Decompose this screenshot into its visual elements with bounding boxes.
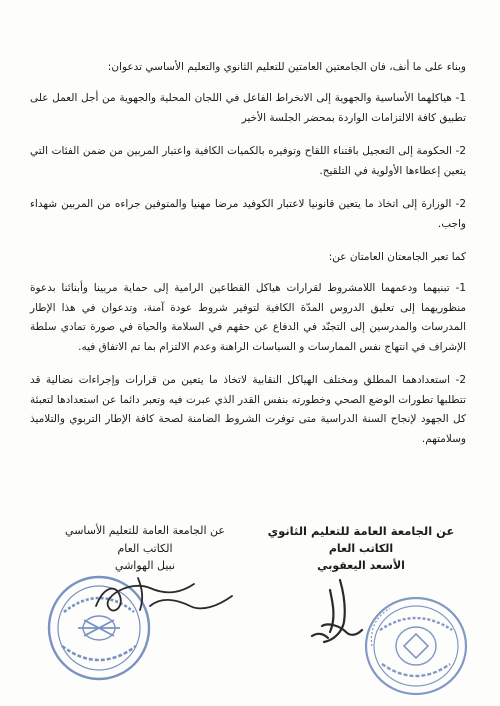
demand-item-3 bbox=[30, 195, 466, 234]
signatory-organization: عن الجامعة العامة للتعليم الثانوي bbox=[267, 524, 455, 538]
secondary-stamp-icon bbox=[360, 592, 472, 700]
signatory-organization: عن الجامعة العامة للتعليم الأساسي bbox=[65, 524, 225, 537]
signatory-secondary bbox=[246, 522, 476, 574]
signatory-name: الأسعد اليعقوبي bbox=[317, 559, 405, 572]
expression-number: 1- bbox=[455, 282, 466, 294]
demand-item-2 bbox=[30, 142, 466, 181]
signatory-role: الكاتب العام bbox=[328, 542, 394, 555]
expressions-list bbox=[30, 279, 466, 449]
expression-number: 2- bbox=[455, 374, 466, 386]
expression-item-1 bbox=[30, 279, 466, 357]
expression-text: تبنيهما ودعمهما اللامشروط لقرارات هياكل القطاعين الرامية إلى حماية مربينا وأبنائنا بدعوة منظوريهما إلى تعليق الدروس المدّة الكافية لتوفير شروط عودة آمنة، وتدعوان في هذا الإطار المدرسات والمدرسين إلى التجنّد في الدفاع عن حقهم في السلامة والحياة في صورة تمادي سلطة الإشراف في انتهاج نفس الممارسات و السياسات الراهنة وعدم الالتزام بما تم الاتفاق فيه. bbox=[30, 282, 466, 353]
demand-number: 2- bbox=[455, 145, 466, 157]
demands-list bbox=[30, 89, 466, 234]
basic-signature-icon bbox=[90, 566, 240, 626]
demand-text: هياكلهما الأساسية والجهوية إلى الانخراط الفاعل في اللجان المحلية والجهوية من أجل العمل على تطبيق كافة الالتزامات الواردة بمحضر الجلسة الأخير bbox=[30, 92, 466, 124]
expression-item-2 bbox=[30, 371, 466, 449]
demand-number: 1- bbox=[455, 92, 466, 104]
secondary-signature-icon bbox=[300, 574, 370, 648]
expression-text: استعدادهما المطلق ومختلف الهياكل النقابية لاتخاذ ما يتعين من قرارات وإجراءات نضالية قد تتطلبها تطورات الوضع الصحي وخطورته بنفس القدر الذي عبرت فيه وتعبر دائما عن استعدادها لتعبئة كل الجهود لإنجاح السنة الدراسية متى توفرت الشروط الضامنة لصحة كافة الإطار التربوي والتلاميذ وسلامتهم. bbox=[30, 374, 466, 445]
intro-statement: وبناء على ما أنف، فان الجامعتين العامتين للتعليم الثانوي والتعليم الأساسي تدعوان: bbox=[107, 61, 466, 73]
demand-text: الوزارة إلى اتخاذ ما يتعين قانونيا لاعتبار الكوفيد مرضا مهنيا والمتوفين جراءه من المربين شهداء واجب. bbox=[30, 198, 466, 230]
demand-number: 2- bbox=[455, 198, 466, 210]
demand-item-1 bbox=[30, 89, 466, 128]
signatures-area bbox=[0, 522, 500, 706]
signatory-name: نبيل الهواشي bbox=[114, 559, 176, 572]
demand-text: الحكومة إلى التعجيل باقتناء اللقاح وتوفيره بالكميات الكافية واعتبار المربين من ضمن الفئات التي يتعين إعطاءها الأولوية في التلقيح. bbox=[30, 145, 466, 177]
expression-intro: كما تعبر الجامعتان العامتان عن: bbox=[328, 251, 466, 263]
signatory-role: الكاتب العام bbox=[117, 542, 173, 555]
